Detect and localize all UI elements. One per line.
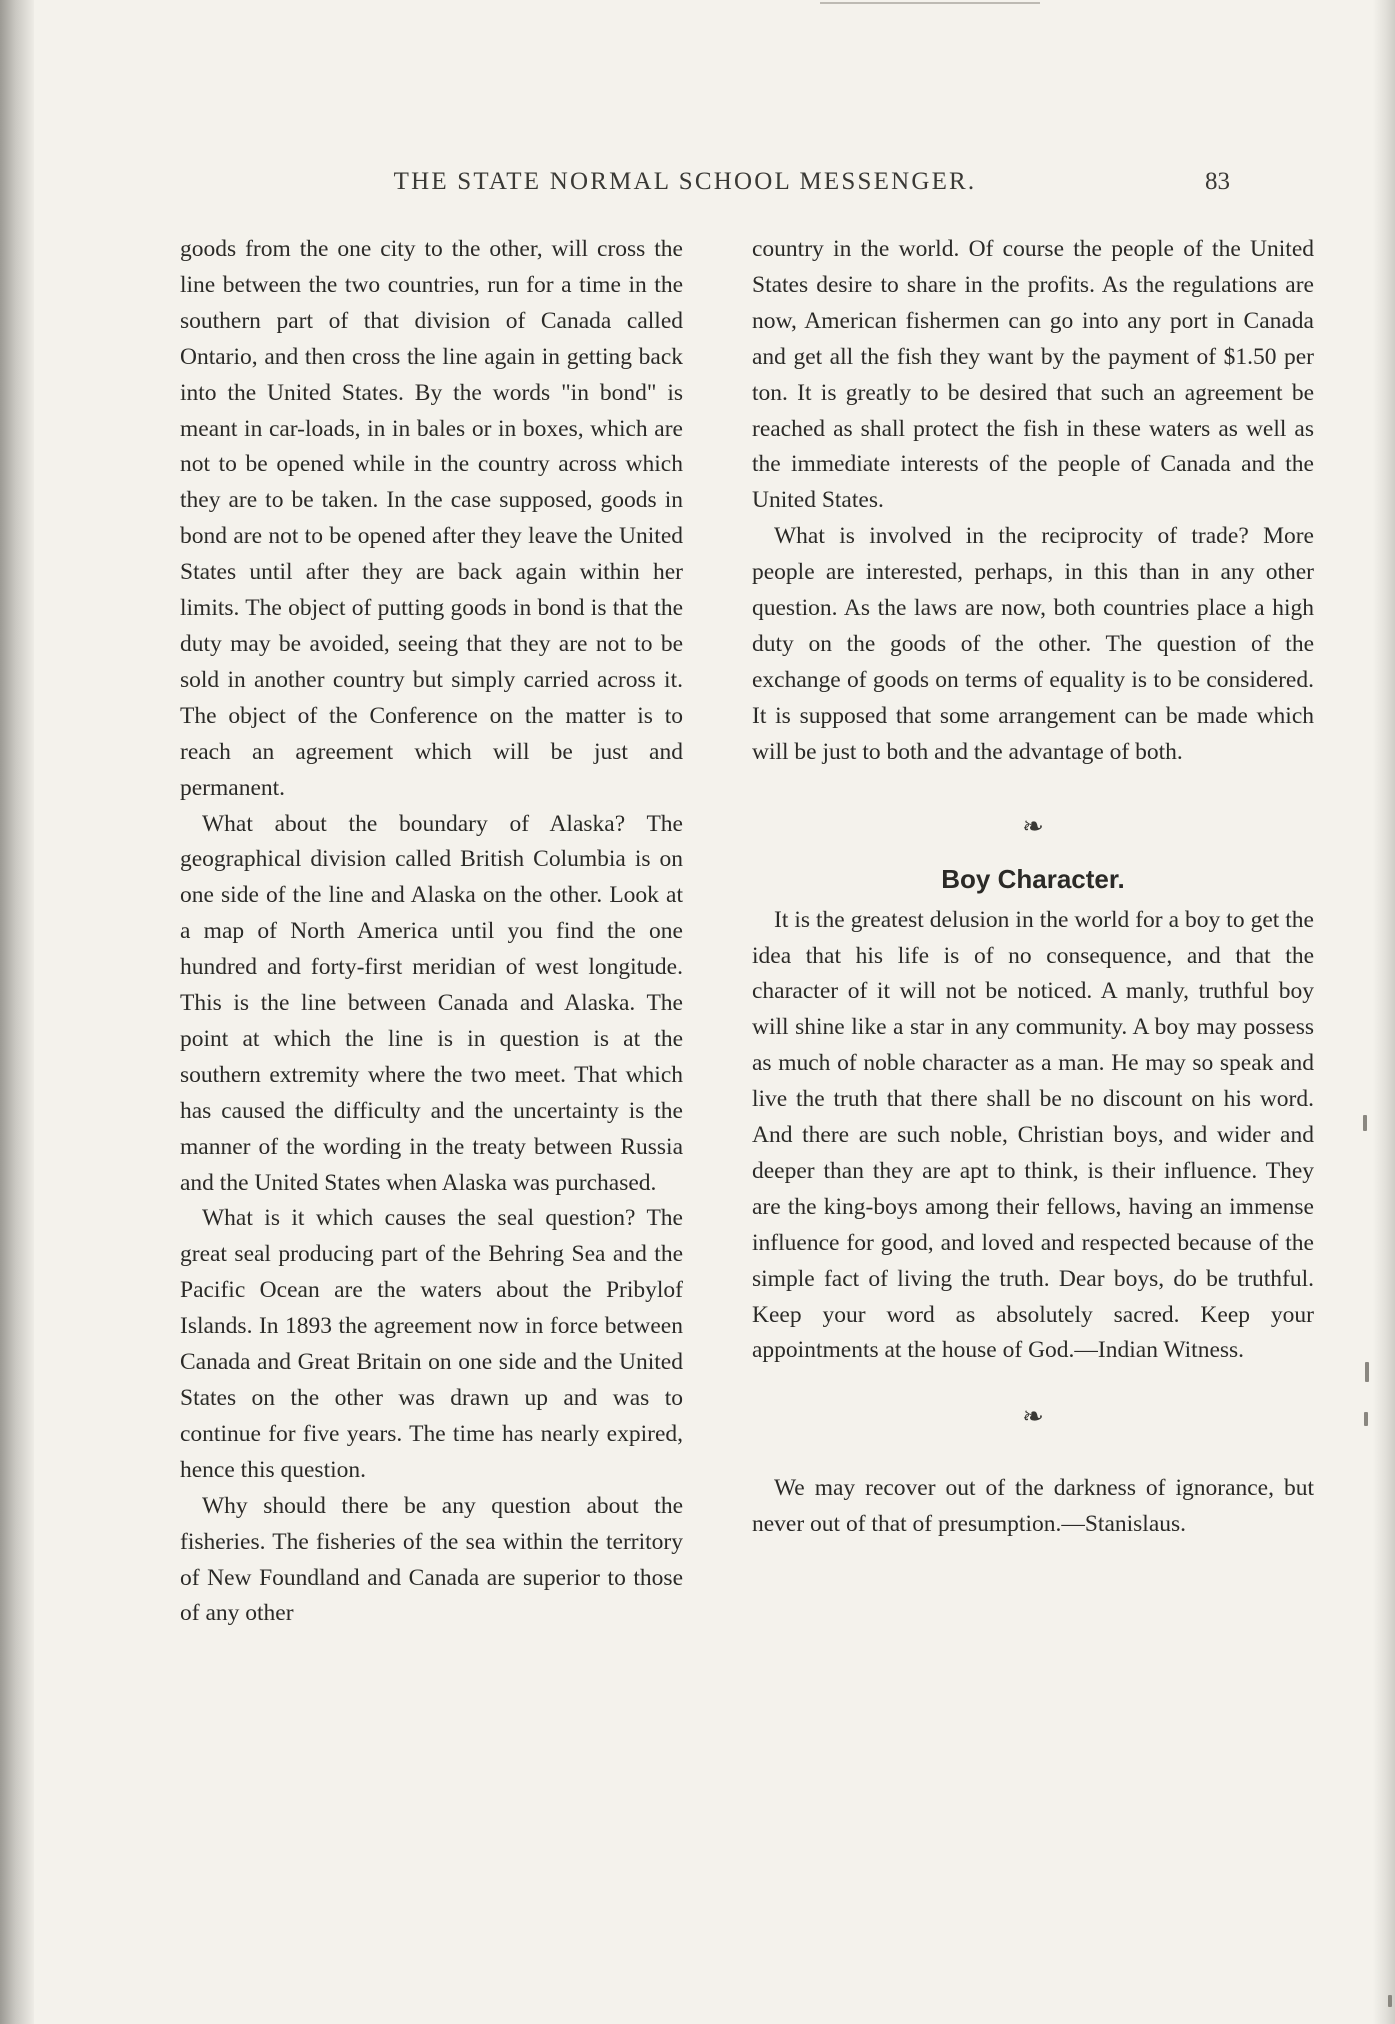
scan-speck <box>1388 1995 1392 2007</box>
left-paragraph-3: What is it which causes the seal question? The great seal producing part of the Behring Sea and the Pacific Ocean are the waters about the Pribylof Islands. In 1893 the agreement now in force between Canada and Great Britain on one side and the United States on the other was drawn up and was to continue for five years. The time has nearly expired, hence this question. <box>180 1205 683 1483</box>
scan-speck <box>1364 1412 1368 1426</box>
article-title: Boy Character. <box>941 863 1125 894</box>
left-paragraph-1: goods from the one city to the other, will cross the line between the two countries, run for a time in the southern part of that division of Canada called Ontario, and then cross the line again in getting back into the United States. By the words "in bond" is meant in car-loads, in in bales or in boxes, which are not to be opened while in the country across which they are to be taken. In the case supposed, goods in bond are not to be opened after they leave the United States until after they are back again within her limits. The object of putting goods in bond is that the duty may be avoided, seeing that they are not to be sold in another country but simply carried across it. The object of the Conference on the matter is to reach an agreement which will be just and permanent. <box>180 236 683 801</box>
right-paragraph-1: country in the world. Of course the people of the United States desire to share in the profits. As the regulations are now, American fishermen can go into any port in Canada and get all the fish they want by the payment of $1.50 per ton. It is greatly to be desired that such an agreement be reached as shall protect the fish in these waters as well as the immediate interests of the people of Canada and the United States. <box>752 236 1314 514</box>
scan-top-line <box>820 2 1040 4</box>
article-body: It is the greatest delusion in the world for a boy to get the idea that his life is of no consequence, and that the character of it will not be noticed. A manly, truthful boy will shine like a star in any community. A boy may possess as much of noble character as a man. He may so speak and live the truth that there shall be no discount on his word. And there are such noble, Christian boys, and wider and deeper than they are apt to think, is their influence. They are the king-boys among their fellows, having an immense influence for good, and loved and respected because of the simple fact of living the truth. Dear boys, do be truthful. Keep your word as absolutely sacred. Keep your appointments at the house of God.—Indian Witness. <box>752 906 1314 1364</box>
left-paragraph-2: What about the boundary of Alaska? The geographical division called British Columbia is on one side of the line and Alaska on the other. Look at a map of North America until you find the one hundred and forty-first meridian of west longitude. This is the line between Canada and Alaska. The point at which the line is in question is at the southern extremity where the two meet. That which has caused the difficulty and the uncertainty is the manner of the wording in the treaty between Russia and the United States when Alaska was purchased. <box>180 810 683 1196</box>
scan-speck <box>1365 1362 1369 1382</box>
closing-quote: We may recover out of the darkness of ignorance, but never out of that of presumption.—Stanislaus. <box>752 1475 1314 1538</box>
scan-speck <box>1363 1115 1367 1131</box>
scan-right-edge <box>1373 0 1395 2024</box>
page-number: 83 <box>1205 168 1230 195</box>
running-header: THE STATE NORMAL SCHOOL MESSENGER. <box>393 168 977 195</box>
leaf-ornament-icon: ❧ <box>1022 811 1044 841</box>
right-paragraph-2: What is involved in the reciprocity of trade? More people are interested, perhaps, in this than in any other question. As the laws are now, both countries place a high duty on the goods of the other. The question of the exchange of goods on terms of equality is to be considered. It is supposed that some arrangement can be made which will be just to both and the advantage of both. <box>752 523 1314 765</box>
right-column <box>752 232 1314 1543</box>
left-paragraph-4: Why should there be any question about the fisheries. The fisheries of the sea within the territory of New Foundland and Canada are superior to those of any other <box>180 1492 683 1627</box>
left-column <box>180 232 683 1632</box>
spacer <box>752 1445 1314 1471</box>
scan-shadow-edge <box>0 0 34 2024</box>
leaf-ornament-icon: ❧ <box>1022 1402 1044 1432</box>
